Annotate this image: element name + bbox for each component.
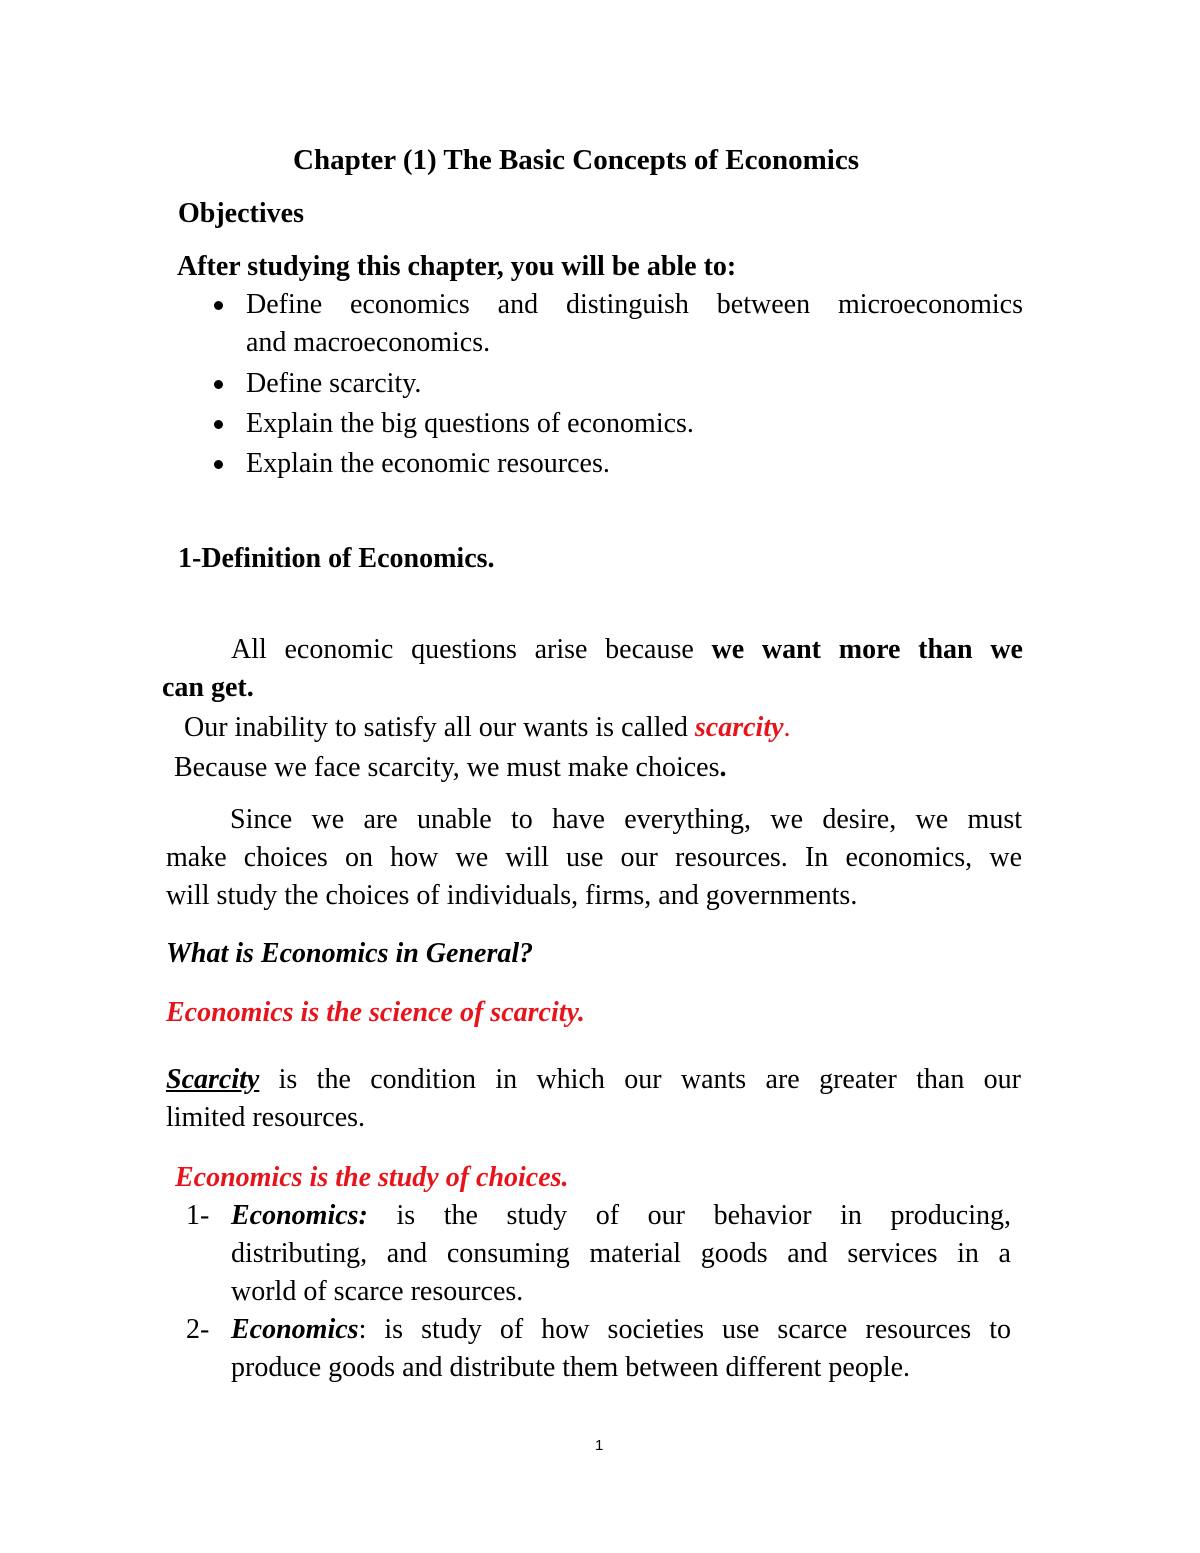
scarcity-definition-text: is the condition in which our wants are greater than our: [259, 1064, 1021, 1095]
definition-2-number: 2-: [186, 1314, 210, 1345]
objective-item-2: Define scarcity.: [246, 368, 422, 399]
paragraph-4-line3: will study the choices of individuals, firms, and governments.: [166, 880, 858, 911]
paragraph-4-line2: make choices on how we will use our resources. In economics, we: [166, 842, 1022, 873]
paragraph-1-line2: can get.: [162, 672, 254, 703]
paragraph-3: [174, 751, 726, 785]
page-number: 1: [595, 1437, 604, 1454]
science-of-scarcity-heading: Economics is the science of scarcity.: [166, 997, 585, 1028]
definition-1-line3: world of scarce resources.: [231, 1276, 524, 1307]
bullet-icon: [214, 380, 223, 389]
objective-item-1-line2: and macroeconomics.: [246, 327, 491, 358]
definition-1-number: 1-: [186, 1200, 210, 1231]
paragraph-1-bold: we want more than we: [711, 634, 1023, 665]
scarcity-definition-term: Scarcity: [166, 1064, 260, 1095]
objective-item-3: Explain the big questions of economics.: [246, 408, 694, 439]
scarcity-definition-line1: [166, 1063, 1021, 1097]
paragraph-2-period: .: [783, 712, 791, 743]
definition-1-text: is the study of our behavior in producing,: [367, 1200, 1011, 1231]
section-heading-definition: 1-Definition of Economics.: [178, 543, 495, 574]
definition-2-text: : is study of how societies use scarce resources to: [358, 1314, 1011, 1345]
paragraph-1-text: All economic questions arise because: [231, 634, 712, 665]
paragraph-2-text: Our inability to satisfy all our wants is called: [184, 712, 695, 743]
definition-1-term: Economics:: [231, 1200, 368, 1231]
objectives-heading: Objectives: [178, 198, 304, 229]
chapter-title: Chapter (1) The Basic Concepts of Economics: [293, 144, 860, 176]
paragraph-2: [184, 711, 791, 745]
bullet-icon: [214, 301, 223, 310]
definition-1-line2: distributing, and consuming material goods and services in a: [231, 1238, 1011, 1269]
definition-2-line1: [231, 1313, 1011, 1347]
paragraph-1-line1: [231, 633, 1023, 667]
question-heading: What is Economics in General?: [166, 938, 534, 969]
bullet-icon: [214, 420, 223, 429]
definition-2-line2: produce goods and distribute them between different people.: [231, 1352, 911, 1383]
paragraph-3-text: Because we face scarcity, we must make choices: [174, 752, 720, 783]
objectives-intro: After studying this chapter, you will be able to:: [177, 251, 737, 282]
study-of-choices-heading: Economics is the study of choices.: [175, 1162, 569, 1193]
scarcity-definition-line2: limited resources.: [166, 1102, 366, 1133]
objective-item-4: Explain the economic resources.: [246, 448, 610, 479]
paragraph-4-line1: Since we are unable to have everything, we desire, we must: [230, 804, 1022, 835]
definition-2-term: Economics: [231, 1314, 359, 1345]
scarcity-term: scarcity: [694, 712, 784, 743]
objective-item-1-line1: Define economics and distinguish between microeconomics: [246, 289, 1023, 320]
bullet-icon: [214, 460, 223, 469]
paragraph-3-period: .: [719, 752, 727, 783]
definition-1-line1: [231, 1199, 1011, 1233]
